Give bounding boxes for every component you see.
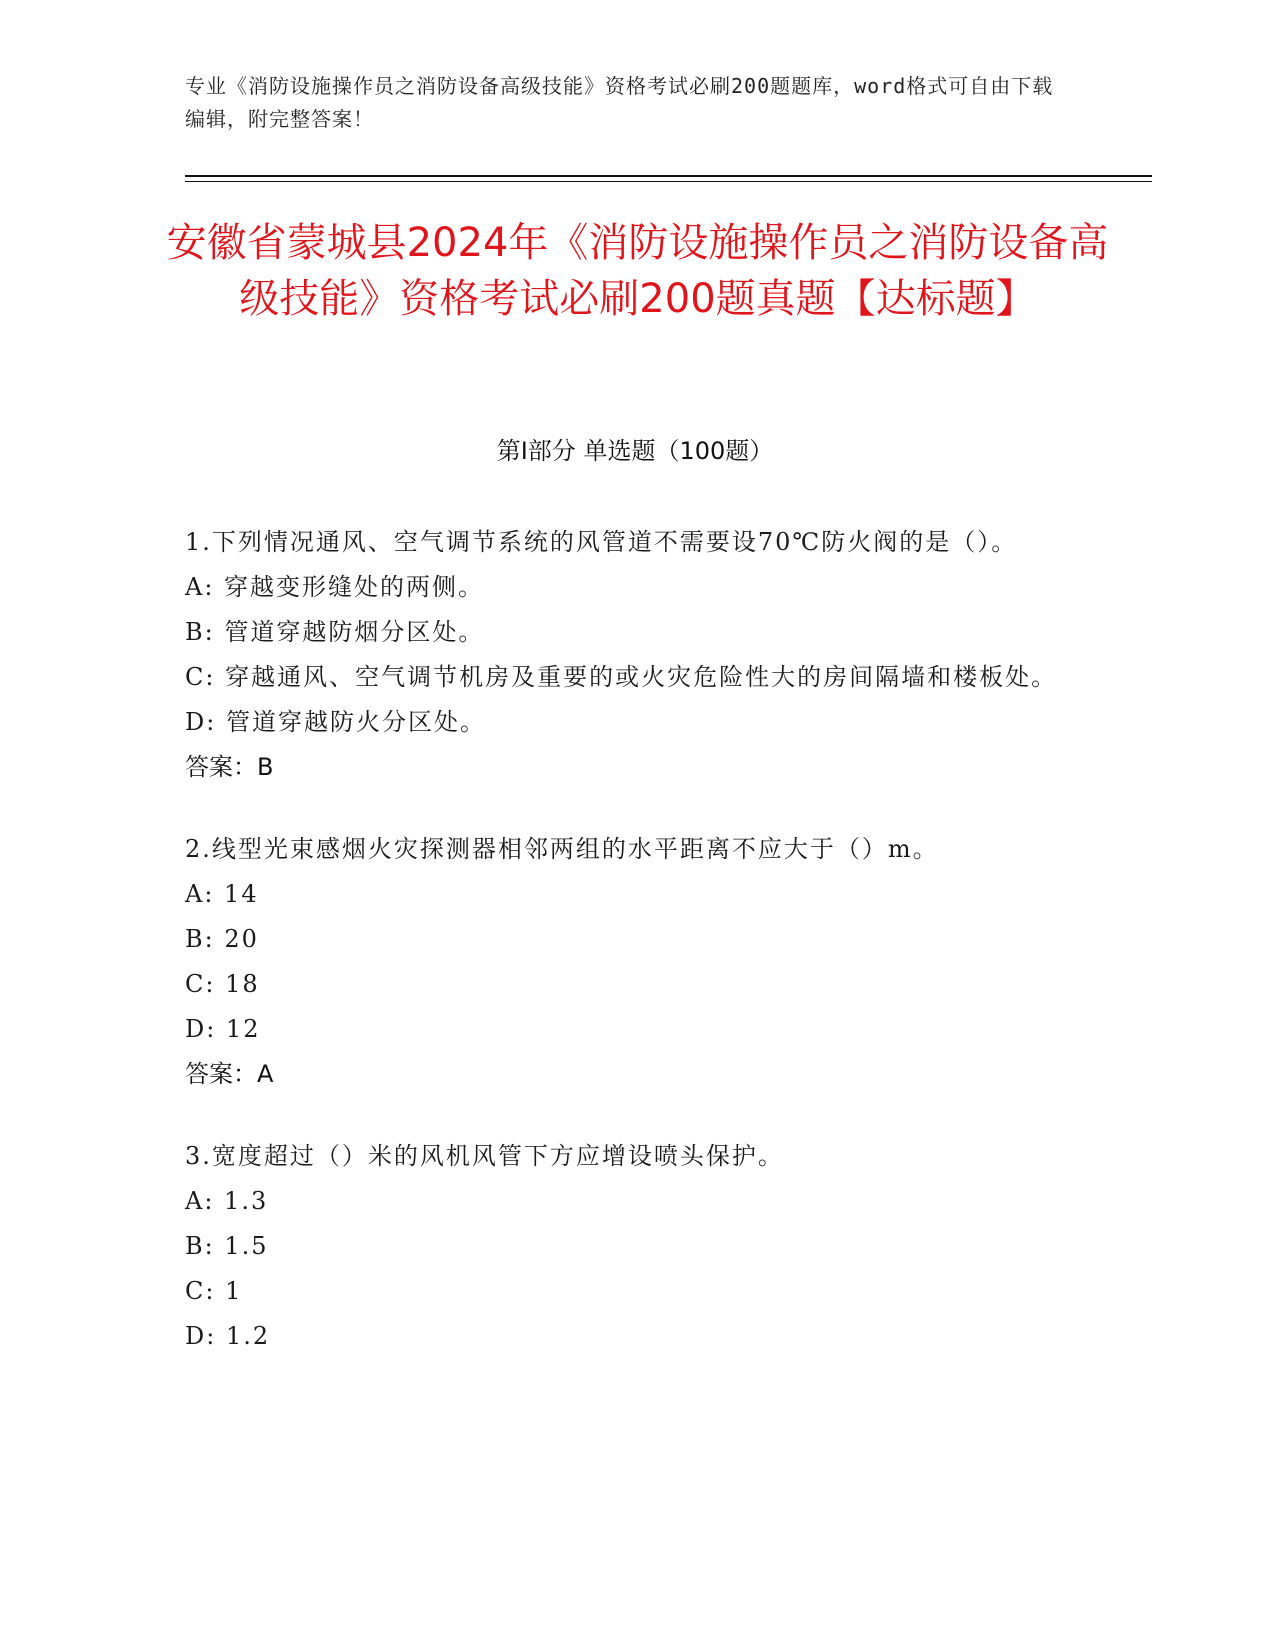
question-list [185,520,1065,1396]
option-d: D: 1.2 [185,1322,271,1350]
answer-text: 答案：B [185,753,274,781]
option-a: A: 穿越变形缝处的两侧。 [185,573,485,601]
document-title: 安徽省蒙城县2024年《消防设施操作员之消防设备高级技能》资格考试必刷200题真题【达标题】 [166,220,1109,322]
header-note: 专业《消防设施操作员之消防设备高级技能》资格考试必刷200题题库，word格式可自由下载编辑，附完整答案！ [185,74,1054,131]
option-b: B: 管道穿越防烟分区处。 [185,618,485,646]
question-text: 1.下列情况通风、空气调节系统的风管道不需要设70℃防火阀的是（）。 [185,528,1018,556]
option-c: C: 1 [185,1277,243,1305]
answer-text: 答案：A [185,1060,274,1088]
option-d: D: 12 [185,1015,261,1043]
question-1 [185,520,1065,790]
question-3 [185,1134,1065,1359]
option-c: C: 18 [185,970,260,998]
option-a: A: 1.3 [185,1187,269,1215]
option-a: A: 14 [185,880,259,908]
section-heading: 第I部分 单选题（100题） [496,437,774,465]
option-c: C: 穿越通风、空气调节机房及重要的或火灾危险性大的房间隔墙和楼板处。 [185,663,1058,691]
header-divider-thick [185,175,1152,177]
header-divider-thin [185,181,1152,182]
option-d: D: 管道穿越防火分区处。 [185,708,486,736]
option-b: B: 1.5 [185,1232,269,1260]
option-b: B: 20 [185,925,259,953]
question-text: 3.宽度超过（）米的风机风管下方应增设喷头保护。 [185,1142,784,1170]
question-text: 2.线型光束感烟火灾探测器相邻两组的水平距离不应大于（）m。 [185,835,939,863]
question-2 [185,827,1065,1097]
